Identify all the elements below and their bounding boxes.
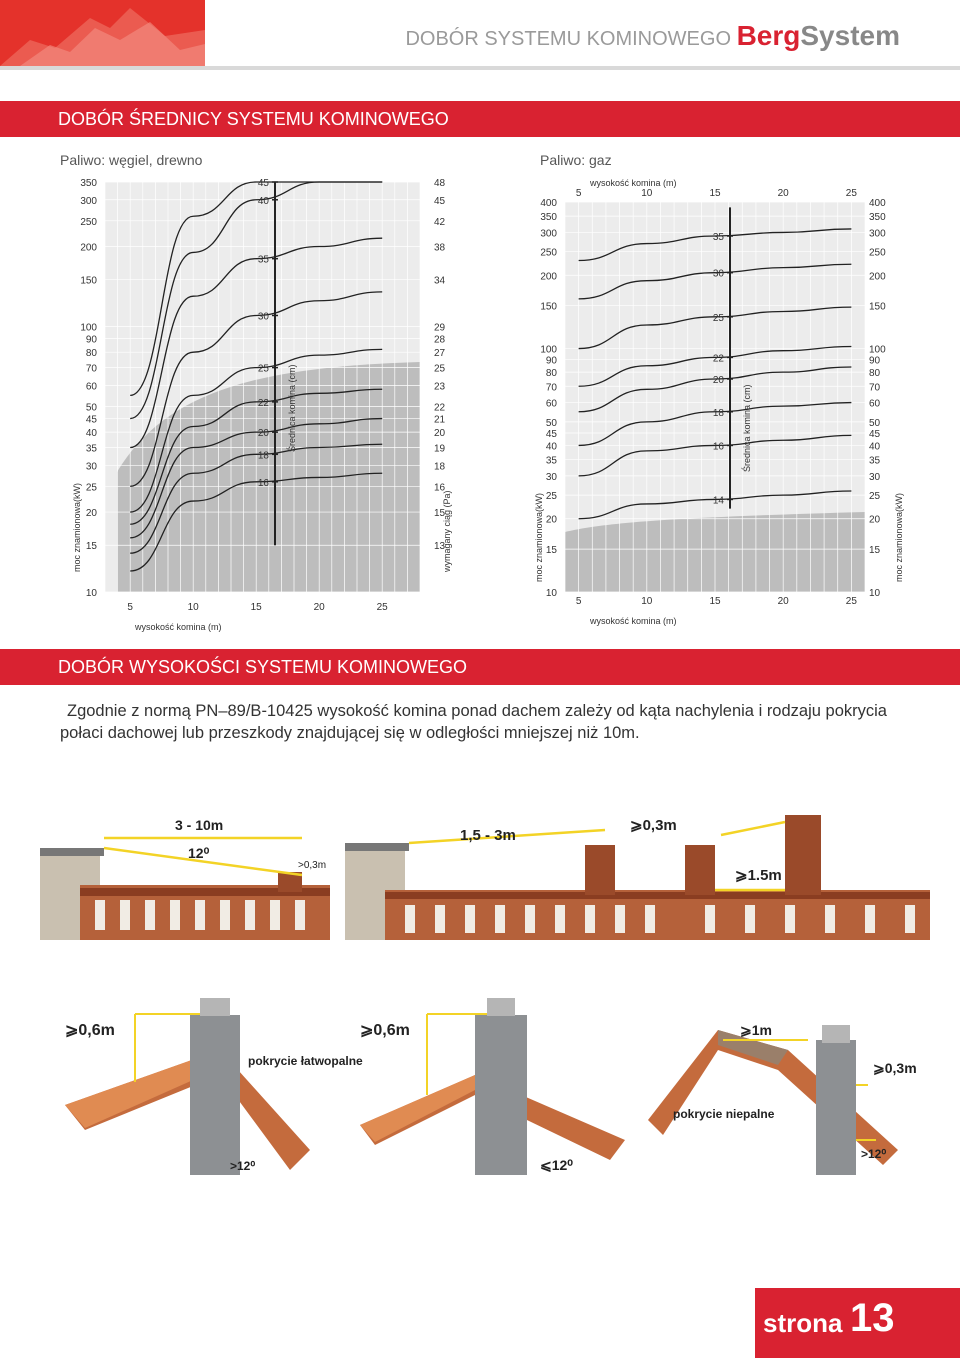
diameter-label-18: 18 [257, 450, 269, 462]
y-tick-label-right: 20 [869, 514, 881, 526]
x-tick-label: 20 [777, 188, 789, 199]
y-tick-label: 10 [85, 588, 97, 599]
chart-gas [530, 172, 910, 632]
section-title-height: DOBÓR WYSOKOŚCI SYSTEMU KOMINOWEGO [0, 649, 960, 685]
diameter-label-30: 30 [712, 268, 724, 280]
y-tick-label: 150 [80, 275, 97, 287]
left-chart-fuel-label: Paliwo: węgiel, drewno [60, 152, 203, 168]
illustration-distance-3-10m [40, 800, 330, 940]
page-number-tag [755, 1288, 960, 1358]
y-tick-label: 300 [540, 228, 557, 240]
illus1-distance-label: 3 - 10m [175, 817, 224, 833]
illus3-height-label: ⩾0,6m [65, 1022, 115, 1039]
y2-tick-label: 20 [434, 428, 446, 440]
illustration-distance-1.5-3m [345, 800, 930, 940]
y-tick-label: 300 [80, 195, 97, 207]
y-tick-label-right: 100 [869, 344, 886, 356]
y-tick-label-right: 350 [869, 212, 886, 224]
diameter-label-20: 20 [712, 374, 724, 386]
diameter-label-25: 25 [257, 363, 269, 375]
x-tick-label: 20 [313, 602, 325, 613]
y-tick-label-right: 45 [869, 428, 881, 440]
illustration-nonflammable-roof [648, 990, 933, 1180]
y-tick-label: 35 [85, 443, 97, 455]
y-tick-label: 200 [80, 242, 97, 254]
y2-tick-label: 27 [434, 348, 446, 360]
diameter-label-22: 22 [257, 397, 269, 409]
y2-tick-label: 13 [434, 541, 446, 553]
y2-tick-label: 18 [434, 461, 446, 473]
y-tick-label-right: 50 [869, 417, 881, 429]
y-tick-label-right: 60 [869, 398, 881, 410]
diameter-label-20: 20 [257, 428, 269, 440]
x-tick-label: 10 [641, 188, 653, 199]
y-tick-label-right: 250 [869, 247, 886, 259]
y-tick-label: 70 [85, 363, 97, 375]
y2-tick-label: 48 [434, 178, 446, 189]
illus1-height-label: >0,3m [298, 860, 327, 871]
illus5-distance-label: ⩾1m [740, 1022, 772, 1038]
y2-tick-label: 38 [434, 242, 446, 254]
y-tick-label: 50 [85, 402, 97, 414]
y-tick-label: 40 [545, 441, 557, 453]
y-tick-label-right: 25 [869, 491, 881, 503]
diameter-label-18: 18 [712, 407, 724, 419]
y-tick-label: 30 [85, 461, 97, 473]
y-tick-label-right: 80 [869, 368, 881, 380]
page-word: strona [763, 1308, 843, 1338]
y-tick-label: 70 [545, 382, 557, 394]
diameter-label-30: 30 [257, 311, 269, 323]
y-tick-label-right: 15 [869, 545, 881, 557]
y-tick-label: 20 [545, 514, 557, 526]
x-tick-label-bottom: 10 [641, 596, 653, 607]
norm-paragraph-text: Zgodnie z normą PN–89/B-10425 wysokość komina ponad dachem zależy od kąta nachylenia i rodzaju pokrycia połaci dachowej lub przeszkody znajdującej się w odległości mniejszej niż 10m. [60, 702, 887, 742]
x-tick-label: 25 [845, 188, 857, 199]
diameter-axis-label: Średnica komina (cm) [287, 364, 297, 452]
y2-axis-label: wymagany ciąg (Pa) [442, 490, 452, 572]
brand-name-berg: Berg [736, 20, 801, 51]
diameter-label-16: 16 [712, 441, 724, 453]
y2-tick-label: 21 [434, 414, 446, 426]
right-chart-fuel-label: Paliwo: gaz [540, 152, 612, 168]
y-tick-label-right: 300 [869, 228, 886, 240]
illus1-angle-label: 12⁰ [188, 845, 210, 861]
illus4-height-label: ⩾0,6m [360, 1022, 410, 1039]
y-tick-label: 100 [80, 322, 97, 334]
header-title-prefix: DOBÓR SYSTEMU KOMINOWEGO [405, 28, 732, 50]
y2-tick-label: 34 [434, 275, 446, 287]
x-axis-label: wysokość komina (m) [135, 622, 222, 632]
illus5-height-label: ⩾0,3m [873, 1060, 917, 1076]
y-tick-label: 15 [85, 541, 97, 553]
y-axis-label-right: moc znamionowa(kW) [894, 492, 904, 582]
diameter-label-22: 22 [712, 353, 724, 365]
y-tick-label-right: 10 [869, 588, 881, 599]
y-tick-label: 250 [80, 216, 97, 228]
header-title [405, 20, 900, 52]
y-tick-label: 100 [540, 344, 557, 356]
y2-tick-label: 45 [434, 195, 446, 207]
y-tick-label-right: 40 [869, 441, 881, 453]
header-divider [0, 66, 960, 70]
y-tick-label-right: 400 [869, 198, 886, 209]
y-tick-label: 35 [545, 455, 557, 467]
y-tick-label: 200 [540, 271, 557, 283]
x-tick-label: 15 [709, 188, 721, 199]
y2-tick-label: 22 [434, 402, 446, 414]
y-tick-label-right: 90 [869, 355, 881, 367]
x-tick-label: 25 [376, 602, 388, 613]
diameter-label-35: 35 [712, 231, 724, 243]
chart-coal-wood [55, 172, 475, 632]
brand-logo-mountains [0, 0, 205, 66]
norm-paragraph [60, 700, 920, 744]
y-tick-label: 350 [80, 178, 97, 189]
x-tick-label-bottom: 25 [845, 596, 857, 607]
y-axis-label: moc znamionowa(kW) [72, 482, 82, 572]
illustration-flat-roof [355, 990, 635, 1180]
x-tick-label: 5 [127, 602, 133, 613]
diameter-label-45: 45 [257, 178, 269, 189]
y-tick-label: 30 [545, 471, 557, 483]
y-tick-label: 10 [545, 588, 557, 599]
illus5-angle-label: >12⁰ [861, 1147, 887, 1161]
y-tick-label: 25 [85, 482, 97, 494]
y2-tick-label: 25 [434, 363, 446, 375]
y-tick-label: 150 [540, 301, 557, 313]
y-tick-label: 45 [545, 428, 557, 440]
page-number: 13 [850, 1296, 895, 1340]
illus2-distance-label: 1,5 - 3m [460, 827, 516, 844]
x-axis-label: wysokość komina (m) [590, 616, 677, 626]
y-tick-label: 45 [85, 414, 97, 426]
x-tick-label-bottom: 5 [575, 596, 582, 607]
illus5-cover-label: pokrycie niepalne [673, 1107, 775, 1121]
y-tick-label: 60 [85, 381, 97, 393]
y-tick-label: 60 [545, 398, 557, 410]
x-tick-label: 15 [250, 602, 262, 613]
illus3-angle-label: >12⁰ [230, 1159, 256, 1173]
x-tick-label: 5 [575, 188, 582, 199]
y-tick-label: 15 [545, 545, 557, 557]
y-tick-label: 40 [85, 428, 97, 440]
diameter-label-40: 40 [257, 195, 269, 207]
y2-tick-label: 23 [434, 381, 446, 393]
illus2-height2-label: ⩾1.5m [735, 867, 782, 884]
illustration-flammable-roof [60, 990, 363, 1180]
illus2-height-label: ⩾0,3m [630, 817, 677, 834]
y-tick-label-right: 70 [869, 382, 881, 394]
y2-tick-label: 42 [434, 216, 446, 228]
y2-tick-label: 16 [434, 482, 446, 494]
y-tick-label: 400 [540, 198, 557, 209]
diameter-label-16: 16 [257, 477, 269, 489]
y-tick-label-right: 30 [869, 471, 881, 483]
section-title-diameter: DOBÓR ŚREDNICY SYSTEMU KOMINOWEGO [0, 101, 960, 137]
diameter-label-35: 35 [257, 254, 269, 266]
diameter-axis-label: Średnica komina (cm) [742, 384, 752, 472]
brand-name-system: System [800, 20, 900, 51]
y-axis-label: moc znamionowa(kW) [534, 492, 544, 582]
y-tick-label-right: 35 [869, 455, 881, 467]
x-axis-label-top: wysokość komina (m) [590, 178, 677, 188]
y-tick-label: 80 [545, 368, 557, 380]
y-tick-label-right: 150 [869, 301, 886, 313]
y-tick-label: 350 [540, 212, 557, 224]
y-tick-label: 25 [545, 491, 557, 503]
diameter-label-14: 14 [712, 495, 724, 507]
y-tick-label: 20 [85, 508, 97, 520]
y-tick-label: 90 [85, 334, 97, 346]
x-tick-label-bottom: 15 [709, 596, 721, 607]
illus4-angle-label: ⩽12⁰ [540, 1157, 573, 1173]
x-tick-label: 10 [187, 602, 199, 613]
y-tick-label: 250 [540, 247, 557, 259]
y2-tick-label: 28 [434, 334, 446, 346]
y-tick-label-right: 200 [869, 271, 886, 283]
x-tick-label-bottom: 20 [777, 596, 789, 607]
y-tick-label: 50 [545, 417, 557, 429]
diameter-label-25: 25 [712, 312, 724, 324]
y2-tick-label: 19 [434, 443, 446, 455]
y2-tick-label: 15 [434, 508, 446, 520]
y2-tick-label: 29 [434, 322, 446, 334]
y-tick-label: 80 [85, 348, 97, 360]
y-tick-label: 90 [545, 355, 557, 367]
illus3-cover-label: pokrycie łatwopalne [248, 1054, 363, 1068]
